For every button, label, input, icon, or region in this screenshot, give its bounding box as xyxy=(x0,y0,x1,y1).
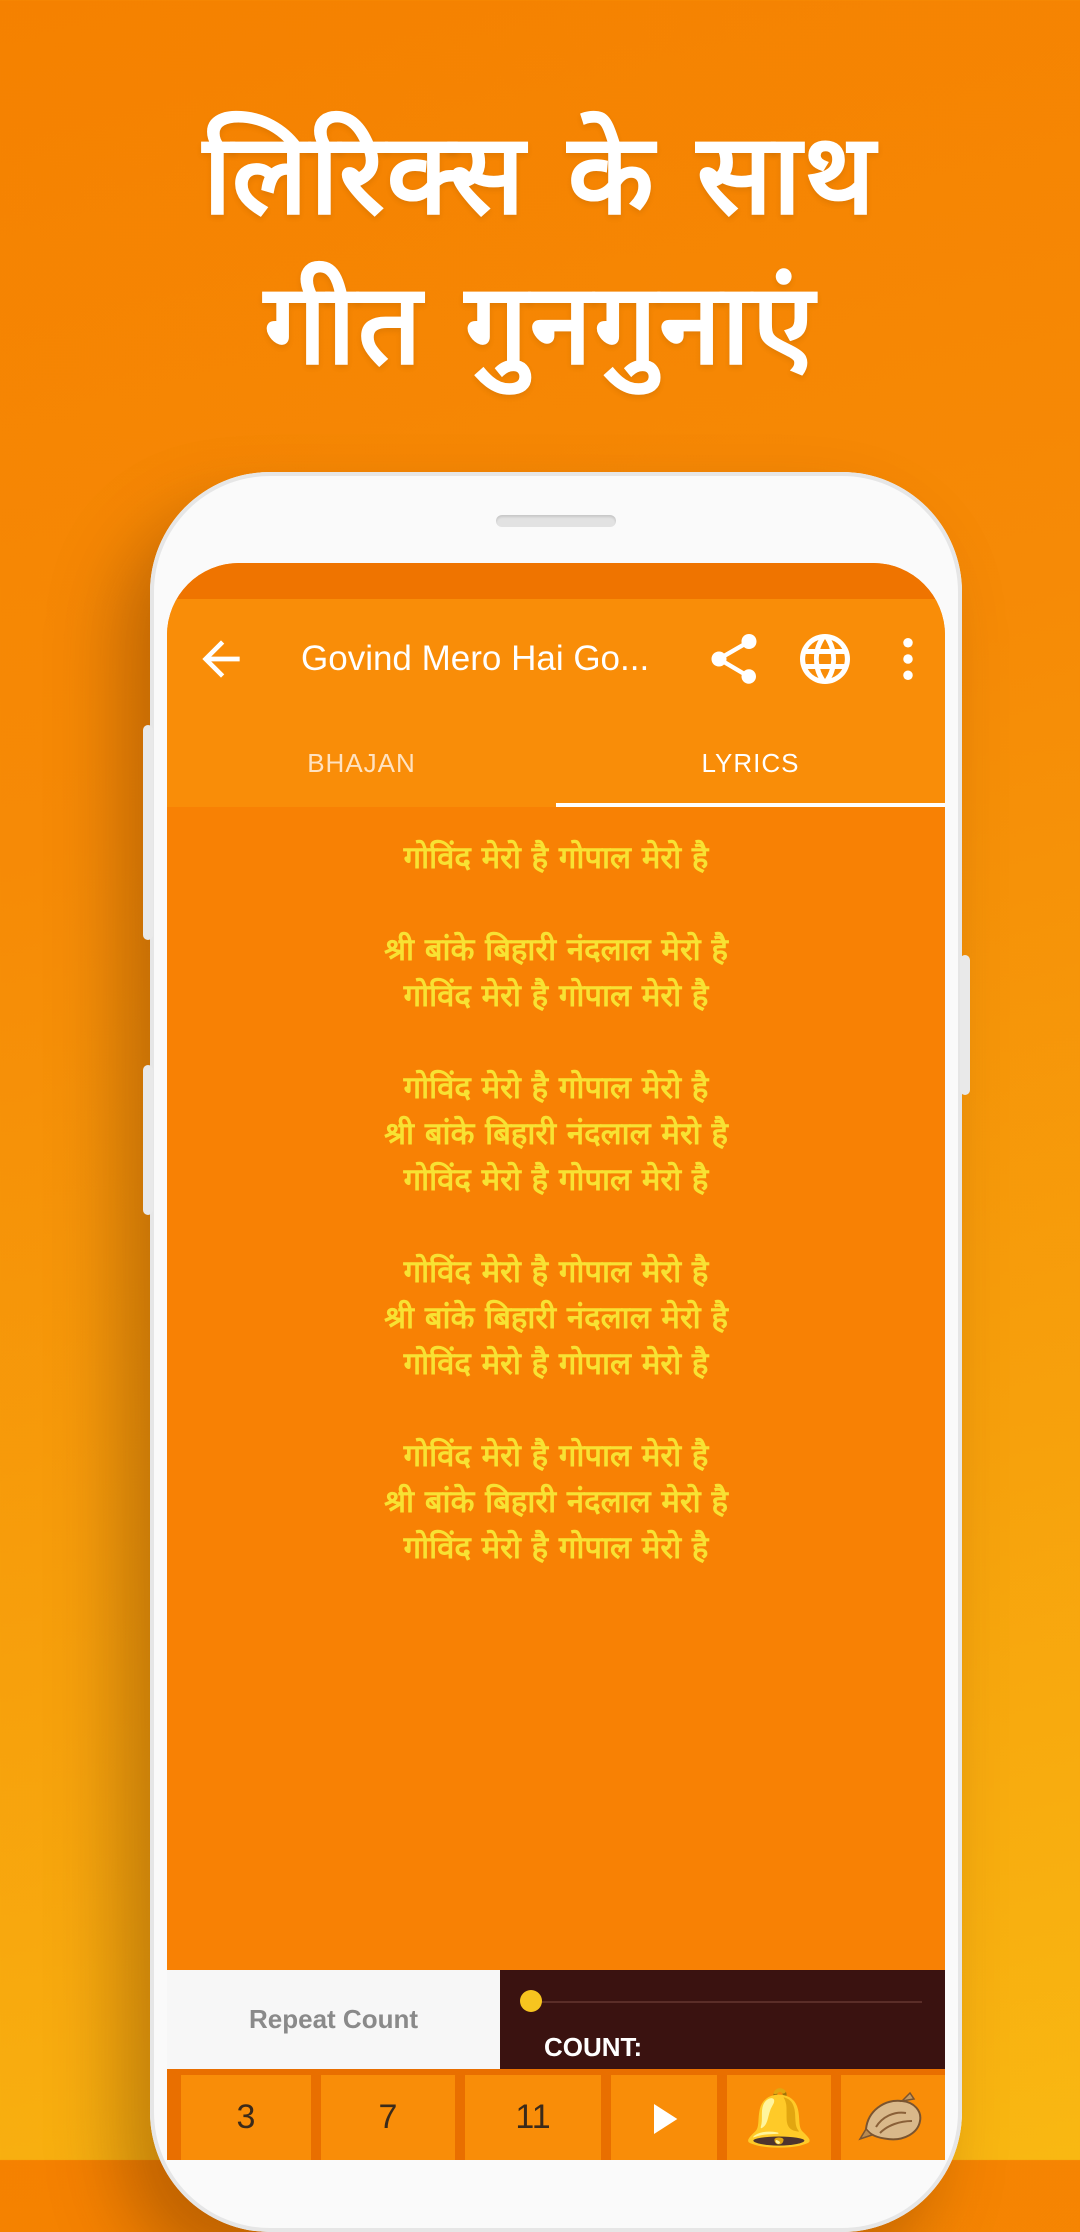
globe-icon[interactable] xyxy=(795,629,855,689)
phone-side-button-right xyxy=(960,955,970,1095)
tab-bhajan[interactable]: BHAJAN xyxy=(307,748,416,778)
status-bar xyxy=(167,563,945,599)
bell-button[interactable] xyxy=(727,2075,831,2160)
bell-icon: 🔔 xyxy=(744,2086,814,2149)
repeat-3-button[interactable]: 3 xyxy=(181,2075,311,2160)
lyrics-line: गोविंद मेरो है गोपाल मेरो है xyxy=(403,1162,709,1198)
phone-side-button-left-2 xyxy=(143,1065,153,1215)
lyrics-line: गोविंद मेरो है गोपाल मेरो है xyxy=(403,1438,709,1474)
tab-bar xyxy=(167,719,945,807)
lyrics-stanza xyxy=(167,1065,945,1203)
toolbar-title: Govind Mero Hai Go... xyxy=(301,639,650,678)
lyrics-line: श्री बांके बिहारी नंदलाल मेरो है xyxy=(384,1116,728,1152)
repeat-11-button[interactable]: 11 xyxy=(465,2075,601,2160)
conch-shell-icon xyxy=(858,2089,928,2149)
lyrics-stanza xyxy=(167,1249,945,1387)
phone-speaker xyxy=(496,515,616,527)
count-label: COUNT: xyxy=(544,2032,643,2062)
lyrics-line: गोविंद मेरो है गोपाल मेरो है xyxy=(403,978,709,1014)
lyrics-line: गोविंद मेरो है गोपाल मेरो है xyxy=(403,1254,709,1290)
lyrics-stanza xyxy=(167,927,945,1019)
conch-button[interactable] xyxy=(841,2075,945,2160)
seek-track[interactable] xyxy=(530,2001,922,2003)
lyrics-line: श्री बांके बिहारी नंदलाल मेरो है xyxy=(384,1484,728,1520)
promo-headline xyxy=(0,100,1080,400)
lyrics-line: गोविंद मेरो है गोपाल मेरो है xyxy=(403,1530,709,1566)
lyrics-content xyxy=(167,835,945,1617)
arrow-left-icon[interactable] xyxy=(193,631,249,687)
phone-side-button-left-1 xyxy=(143,725,153,940)
app-toolbar xyxy=(167,599,945,719)
tab-selected-indicator xyxy=(556,803,945,807)
lyrics-stanza xyxy=(167,1433,945,1571)
headline-line-1: लिरिक्स के साथ xyxy=(202,110,878,240)
headline-line-2: गीत गुनगुनाएं xyxy=(263,260,817,390)
lyrics-line: श्री बांके बिहारी नंदलाल मेरो है xyxy=(384,1300,728,1336)
app-screen xyxy=(167,563,945,2160)
more-vertical-icon[interactable] xyxy=(878,629,938,689)
seek-handle[interactable] xyxy=(520,1990,542,2012)
tab-lyrics[interactable]: LYRICS xyxy=(701,748,800,778)
repeat-7-button[interactable]: 7 xyxy=(321,2075,455,2160)
lyrics-line: गोविंद मेरो है गोपाल मेरो है xyxy=(403,840,709,876)
count-panel xyxy=(500,1970,945,2069)
share-icon[interactable] xyxy=(704,629,764,689)
lyrics-line: श्री बांके बिहारी नंदलाल मेरो है xyxy=(384,932,728,968)
bottom-bar xyxy=(167,2069,945,2160)
lyrics-line: गोविंद मेरो है गोपाल मेरो है xyxy=(403,1070,709,1106)
repeat-count-label[interactable]: Repeat Count xyxy=(167,1970,500,2069)
play-button[interactable] xyxy=(611,2075,717,2160)
play-icon xyxy=(644,2099,684,2139)
lyrics-stanza xyxy=(167,835,945,881)
lyrics-line: गोविंद मेरो है गोपाल मेरो है xyxy=(403,1346,709,1382)
